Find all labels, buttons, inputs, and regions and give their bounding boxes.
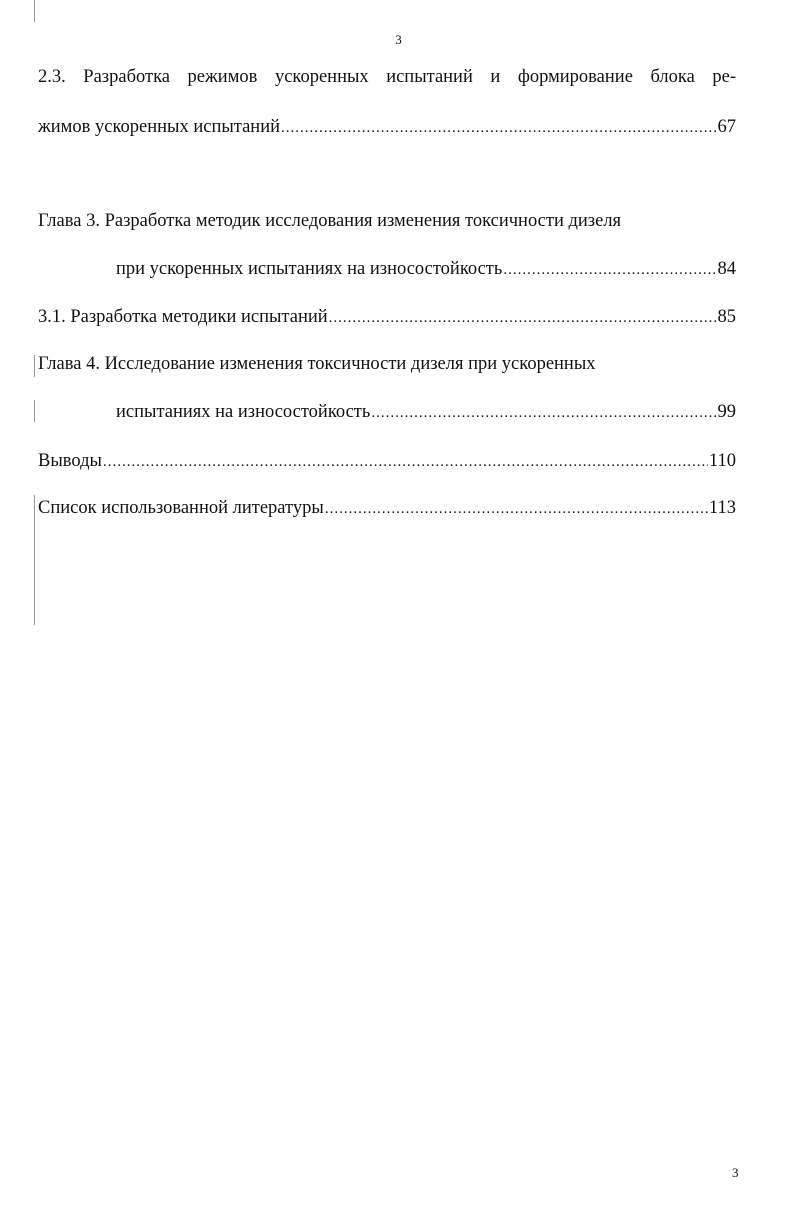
page-number-bottom: 3: [732, 1165, 739, 1180]
toc-entry-chapter-4-line1: Глава 4. Исследование изменения токсичности дизеля при ускоренных: [38, 354, 596, 374]
toc-entry-text: жимов ускоренных испытаний: [38, 117, 280, 137]
scan-edge-mark: [34, 355, 35, 377]
scan-edge-mark: [34, 495, 35, 625]
toc-entry-references[interactable]: [38, 497, 736, 520]
toc-entry-text: Выводы: [38, 451, 102, 471]
toc-entry-3-1[interactable]: [38, 306, 736, 329]
dot-leader: [503, 259, 716, 281]
toc-page-ref: 67: [717, 117, 736, 137]
scan-edge-mark: [34, 400, 35, 422]
toc-entry-chapter-3-line2[interactable]: [116, 258, 736, 281]
toc-page-ref: 85: [717, 307, 736, 327]
scan-edge-mark: [34, 0, 35, 22]
page-number-top: 3: [395, 32, 402, 47]
dot-leader: [325, 498, 708, 520]
toc-entry-conclusions[interactable]: [38, 450, 736, 473]
toc-entry-text: 3.1. Разработка методики испытаний: [38, 307, 328, 327]
toc-entry-text: при ускоренных испытаниях на износостойкость: [116, 259, 503, 279]
toc-page-ref: 113: [708, 498, 736, 518]
dot-leader: [329, 307, 717, 329]
toc-entry-text: Список использованной литературы: [38, 498, 324, 518]
toc-entry-text: испытаниях на износостойкость: [116, 402, 371, 422]
toc-entry-2-3-line2[interactable]: [38, 116, 736, 139]
toc-entry-chapter-3-line1: Глава 3. Разработка методик исследования изменения токсичности дизеля: [38, 211, 622, 231]
dot-leader: [103, 451, 708, 473]
toc-page-ref: 84: [717, 259, 736, 279]
toc-page-ref: 110: [708, 451, 736, 471]
dot-leader: [281, 117, 717, 139]
toc-entry-chapter-4-line2[interactable]: [116, 401, 736, 424]
toc-page-ref: 99: [717, 402, 736, 422]
toc-entry-2-3-line1: 2.3. Разработка режимов ускоренных испытаний и формирование блока ре-: [38, 67, 736, 87]
dot-leader: [371, 402, 716, 424]
